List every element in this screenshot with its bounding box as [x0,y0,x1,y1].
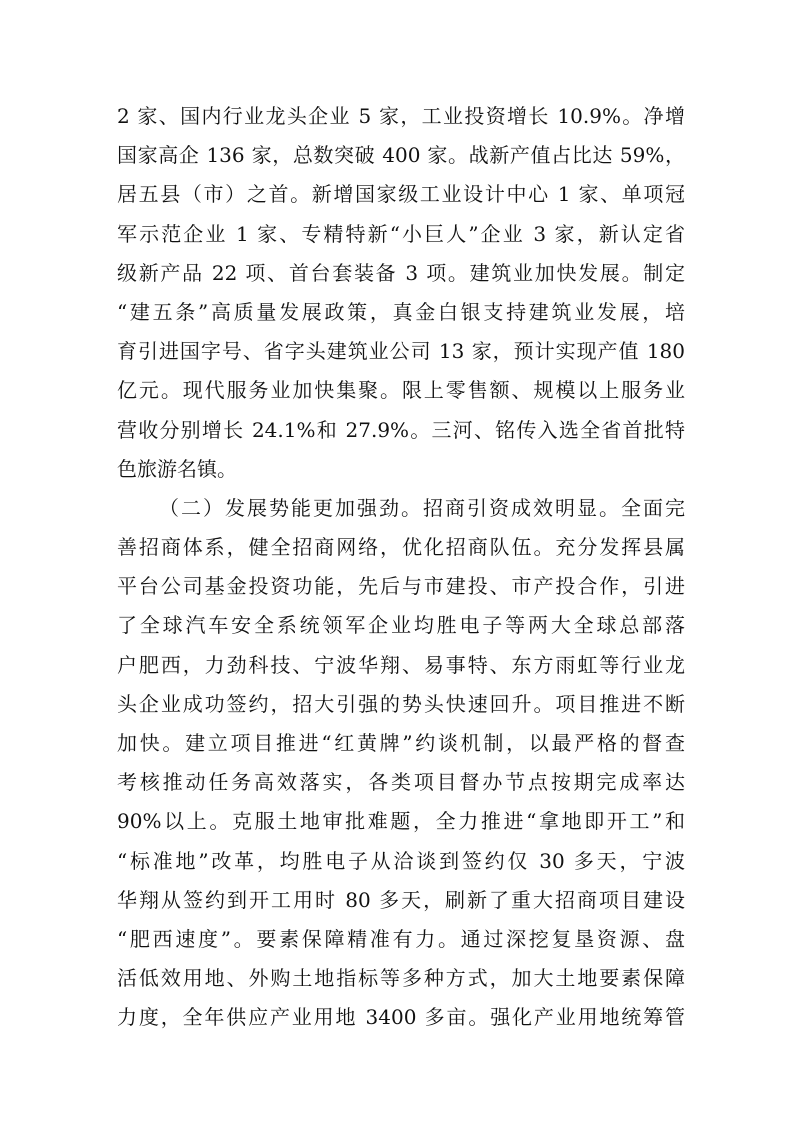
text-line: “标准地”改革，均胜电子从洽谈到签约仅 30 多天，宁波 [117,848,685,873]
text-line: 营收分别增长 24.1%和 27.9%。三河、铭传入选全省首批特 [117,417,685,442]
text-line: 国家高企 136 家，总数突破 400 家。战新产值占比达 59%， [117,143,685,168]
text-line: 2 家、国内行业龙头企业 5 家，工业投资增长 10.9%。净增 [117,104,685,128]
text-line: 军示范企业 1 家、专精特新“小巨人”企业 3 家，新认定省 [117,221,685,246]
text-line: 级新产品 22 项、首台套装备 3 项。建筑业加快发展。制定 [117,260,685,285]
text-line: 90%以上。克服土地审批难题，全力推进“拿地即开工”和 [117,809,685,834]
text-line: 善招商体系，健全招商网络，优化招商队伍。充分发挥县属 [117,535,685,560]
text-line: 育引进国字号、省字头建筑业公司 13 家，预计实现产值 180 [117,339,685,364]
text-line: 户肥西，力劲科技、宁波华翔、易事特、东方雨虹等行业龙 [117,652,685,677]
text-line: “肥西速度”。要素保障精准有力。通过深挖复垦资源、盘 [117,926,685,951]
section-heading-line: （二）发展势能更加强劲。招商引资成效明显。全面完 [159,495,685,520]
text-line: “建五条”高质量发展政策，真金白银支持建筑业发展，培 [117,299,685,324]
text-line: 力度，全年供应产业用地 3400 多亩。强化产业用地统筹管 [117,1005,685,1030]
text-line: 考核推动任务高效落实，各类项目督办节点按期完成率达 [117,770,685,795]
text-line: 平台公司基金投资功能，先后与市建投、市产投合作，引进 [117,574,685,599]
text-line: 亿元。现代服务业加快集聚。限上零售额、规模以上服务业 [117,378,685,403]
body-text [117,97,685,1038]
text-line: 了全球汽车安全系统领军企业均胜电子等两大全球总部落 [117,613,685,638]
text-line: 活低效用地、外购土地指标等多种方式，加大土地要素保障 [117,966,685,991]
text-line: 加快。建立项目推进“红黄牌”约谈机制，以最严格的督查 [117,731,685,755]
text-line: 色旅游名镇。 [117,456,237,481]
text-line: 华翔从签约到开工用时 80 多天，刷新了重大招商项目建设 [117,887,685,912]
text-line: 居五县（市）之首。新增国家级工业设计中心 1 家、单项冠 [117,182,685,207]
text-line: 头企业成功签约，招大引强的势头快速回升。项目推进不断 [117,691,685,716]
